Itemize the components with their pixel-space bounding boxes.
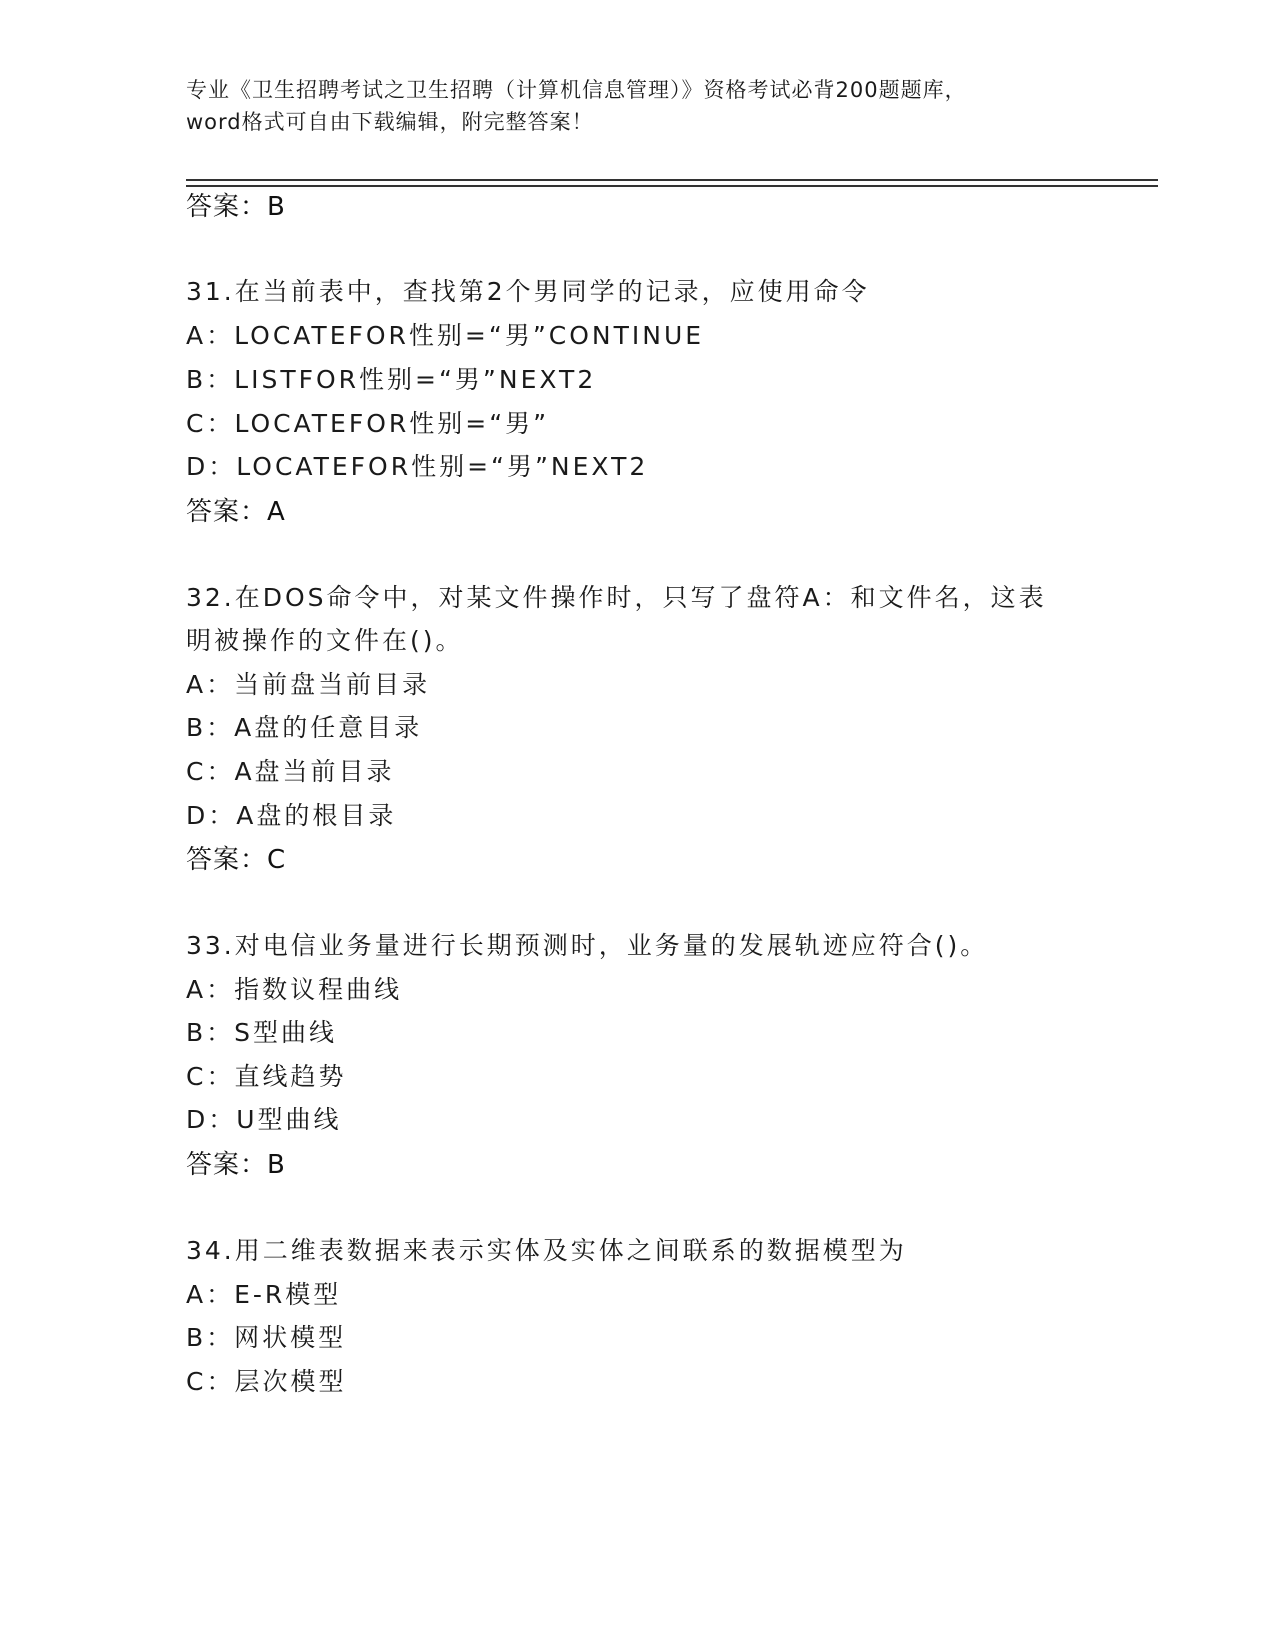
answer-32: 答案：C: [186, 845, 287, 875]
q34-option-c: C：层次模型: [186, 1367, 347, 1396]
header-title-line-2: word格式可自由下载编辑，附完整答案！: [186, 110, 594, 134]
answer-33: 答案：B: [186, 1150, 286, 1180]
document-header: [186, 74, 1086, 138]
q33-option-a: A：指数议程曲线: [186, 975, 403, 1004]
q31-option-d: D：LOCATEFOR性别=“男”NEXT2: [186, 452, 649, 481]
q31-option-c: C：LOCATEFOR性别=“男”: [186, 409, 550, 438]
q33-option-c: C：直线趋势: [186, 1062, 347, 1091]
q32-option-a: A：当前盘当前目录: [186, 670, 431, 699]
question-32-line-1: 32.在DOS命令中，对某文件操作时，只写了盘符A：和文件名，这表: [186, 583, 1047, 612]
answer-31: 答案：A: [186, 497, 286, 527]
header-divider-top: [186, 179, 1158, 181]
question-31: 31.在当前表中，查找第2个男同学的记录，应使用命令: [186, 277, 870, 306]
q32-option-b: B：A盘的任意目录: [186, 713, 423, 742]
question-32-line-2: 明被操作的文件在()。: [186, 626, 464, 655]
q32-option-c: C：A盘当前目录: [186, 757, 395, 786]
q32-option-d: D：A盘的根目录: [186, 801, 397, 830]
question-33: 33.对电信业务量进行长期预测时，业务量的发展轨迹应符合()。: [186, 931, 989, 960]
q33-option-d: D：U型曲线: [186, 1105, 342, 1134]
q34-option-a: A：E-R模型: [186, 1280, 342, 1309]
answer-30: 答案：B: [186, 192, 286, 222]
q31-option-b: B：LISTFOR性别=“男”NEXT2: [186, 365, 597, 394]
header-divider-bottom: [186, 185, 1158, 187]
header-title-line-1: 专业《卫生招聘考试之卫生招聘（计算机信息管理）》资格考试必背200题题库，: [186, 78, 967, 102]
q31-option-a: A：LOCATEFOR性别=“男”CONTINUE: [186, 321, 705, 350]
q33-option-b: B：S型曲线: [186, 1018, 338, 1047]
q34-option-b: B：网状模型: [186, 1323, 347, 1352]
question-34: 34.用二维表数据来表示实体及实体之间联系的数据模型为: [186, 1236, 907, 1265]
